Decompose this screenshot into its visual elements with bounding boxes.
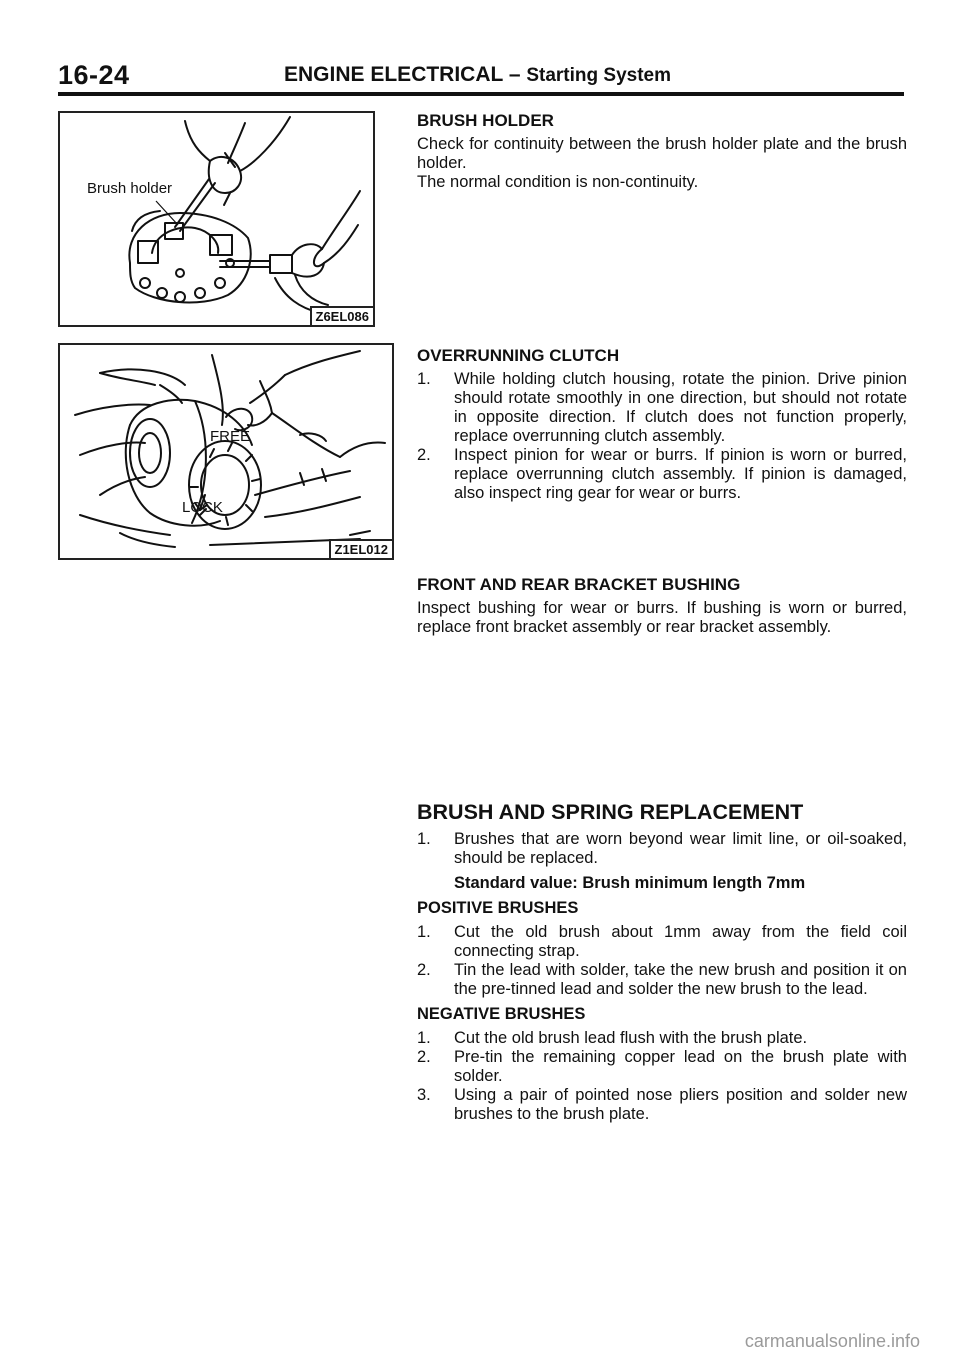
- step-text: While holding clutch housing, rotate the pinion. Drive pinion should rotate smoothly in one direction, but should not rotate in opposite direction. If clutch does not function properly, replace overrunning clutch assembly.: [454, 370, 907, 445]
- section-bracket-bushing: [417, 575, 907, 637]
- list-item: [417, 446, 907, 503]
- callout-brush-holder: Brush holder: [87, 180, 173, 197]
- list-item: [417, 370, 907, 446]
- watermark[interactable]: carmanualsonline.info: [744, 1331, 920, 1351]
- step-text: Inspect pinion for wear or burrs. If pinion is worn or burred, replace overrunning clutch assembly. If pinion is damaged, also inspect ring gear for wear or burrs.: [454, 446, 907, 502]
- overrunning-clutch-illustration: [60, 345, 392, 558]
- chapter-separator: –: [508, 63, 521, 86]
- step-number: 1.: [417, 370, 431, 388]
- subsection-title-positive: POSITIVE BRUSHES: [417, 899, 579, 917]
- list-item: [417, 961, 907, 999]
- step-list: [417, 923, 907, 999]
- step-text: Cut the old brush lead flush with the brush plate.: [454, 1029, 808, 1047]
- section-title: BRUSH AND SPRING REPLACEMENT: [417, 800, 804, 824]
- subsection-title-negative: NEGATIVE BRUSHES: [417, 1005, 586, 1023]
- standard-value: Standard value: Brush minimum length 7mm: [454, 874, 806, 892]
- figure-brush-holder: [58, 111, 375, 327]
- step-number: 3.: [417, 1086, 431, 1104]
- section-name: Starting System: [526, 65, 671, 86]
- paragraph: The normal condition is non-continuity.: [417, 173, 699, 191]
- figure-code: Z1EL012: [329, 539, 392, 558]
- list-item: [417, 830, 907, 868]
- page-number: 16-24: [58, 60, 130, 90]
- step-number: 2.: [417, 1048, 431, 1066]
- step-list: [417, 1029, 907, 1124]
- section-brush-holder: [417, 111, 907, 192]
- step-number: 1.: [417, 830, 431, 848]
- step-text: Cut the old brush about 1mm away from the field coil connecting strap.: [454, 923, 907, 960]
- step-list: [417, 370, 907, 503]
- section-overrunning-clutch: [417, 346, 907, 503]
- step-list: [417, 830, 907, 868]
- section-brush-spring-replacement: [417, 800, 907, 1124]
- list-item: [417, 1086, 907, 1124]
- list-item: [417, 923, 907, 961]
- page-header: [58, 56, 904, 94]
- section-title: OVERRUNNING CLUTCH: [417, 346, 620, 365]
- step-number: 1.: [417, 923, 431, 941]
- label-free: FREE: [210, 428, 251, 445]
- section-title: FRONT AND REAR BRACKET BUSHING: [417, 575, 741, 594]
- step-number: 2.: [417, 961, 431, 979]
- figure-code: Z6EL086: [310, 306, 373, 325]
- section-title: BRUSH HOLDER: [417, 111, 554, 130]
- header-rule: [58, 92, 904, 96]
- chapter-name: ENGINE ELECTRICAL: [284, 63, 503, 86]
- label-lock: LOCK: [182, 499, 223, 516]
- step-text: Brushes that are worn beyond wear limit line, or oil-soaked, should be replaced.: [454, 830, 907, 867]
- step-text: Using a pair of pointed nose pliers position and solder new brushes to the brush plate.: [454, 1086, 907, 1123]
- paragraph: Check for continuity between the brush holder plate and the brush holder.: [417, 135, 907, 172]
- step-text: Pre-tin the remaining copper lead on the brush plate with solder.: [454, 1048, 907, 1085]
- step-number: 2.: [417, 446, 431, 464]
- chapter-title: [284, 63, 671, 87]
- paragraph: Inspect bushing for wear or burrs. If bushing is worn or burred, replace front bracket assembly or rear bracket assembly.: [417, 599, 907, 636]
- brush-holder-illustration: [60, 113, 373, 325]
- list-item: [417, 1048, 907, 1086]
- list-item: [417, 1029, 907, 1048]
- figure-overrunning-clutch: [58, 343, 394, 560]
- step-number: 1.: [417, 1029, 431, 1047]
- step-text: Tin the lead with solder, take the new brush and position it on the pre-tinned lead and solder the new brush to the lead.: [454, 961, 907, 998]
